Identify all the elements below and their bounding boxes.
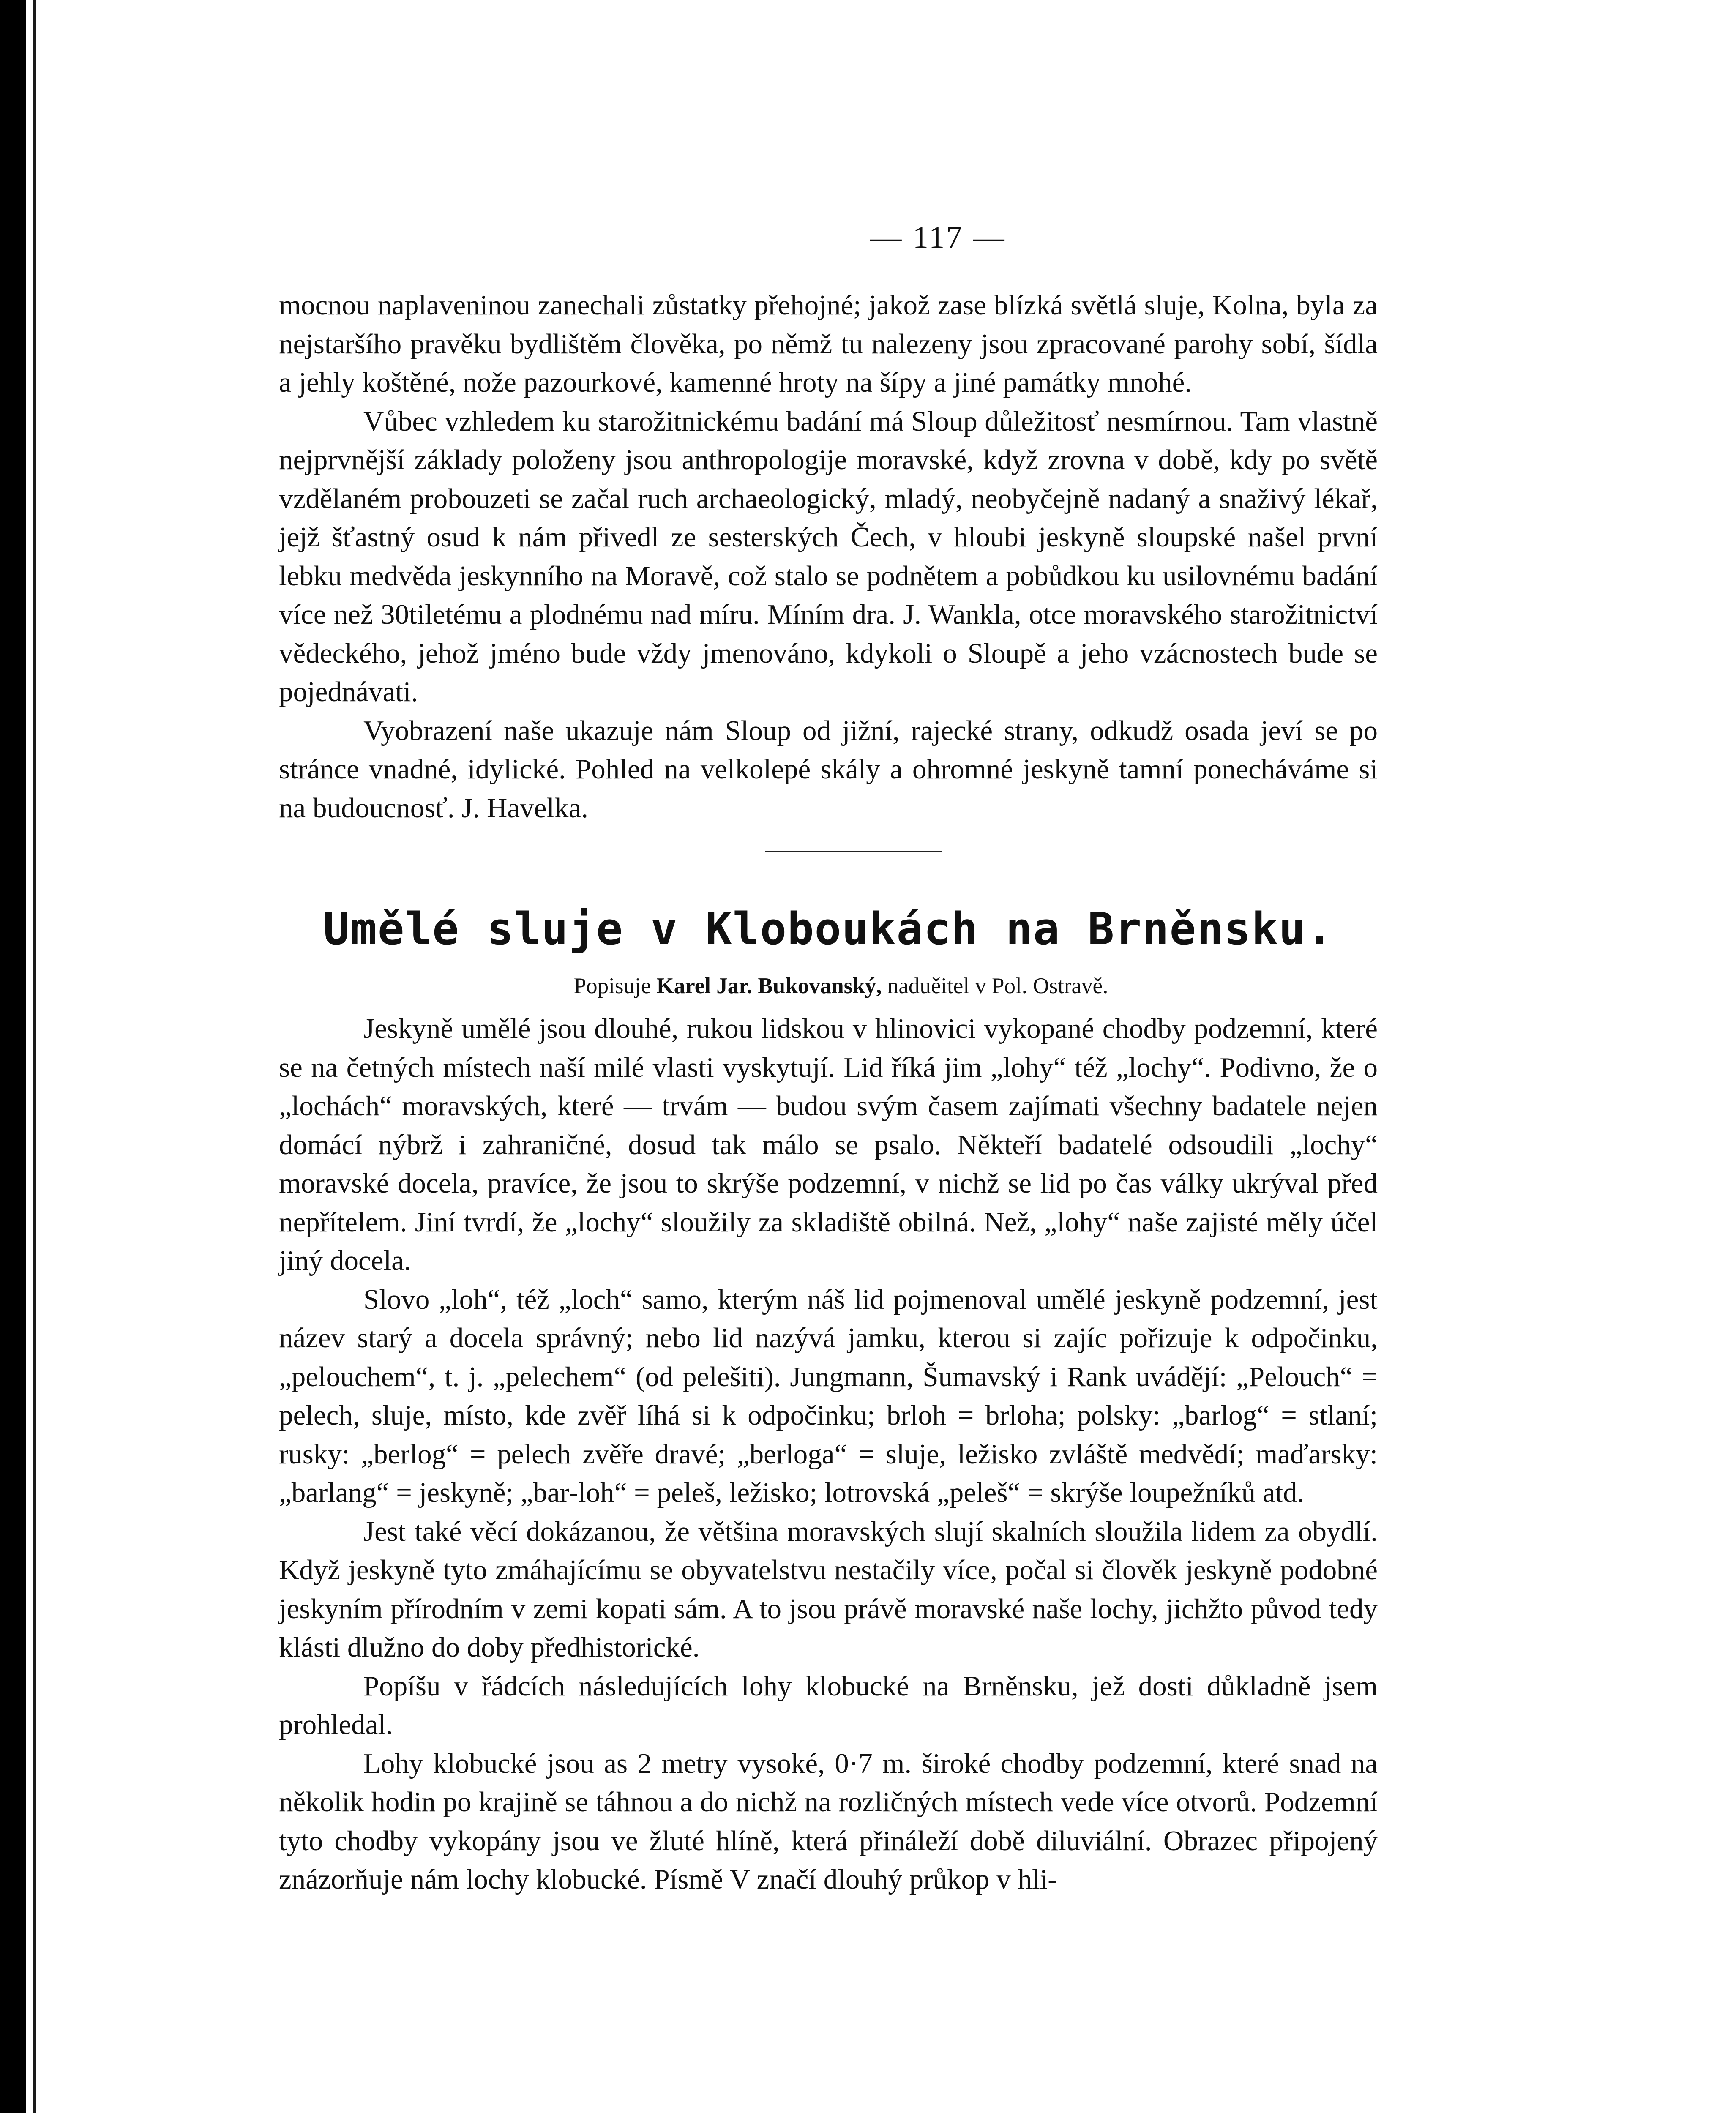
article-body: [279, 1010, 1378, 1899]
article-byline: [304, 973, 1378, 999]
byline-author: Karel Jar. Bukovanský,: [656, 974, 882, 998]
byline-suffix: naduěitel v Pol. Ostravě.: [887, 974, 1108, 998]
paragraph: Slovo „loh“, též „loch“ samo, kterým náš lid pojmenoval umělé jeskyně podzemní, jest název starý a docela správný; nebo lid nazývá jamku, kterou si zajíc pořizuje k odpočinku, „pelouchem“, t. j. „pelechem“ (od pelešiti). Jungmann, Šumavský i Rank uvádějí: „Pelouch“ = pelech, sluje, místo, kde zvěř líhá si k odpočinku; brloh = brloha; polsky: „barlog“ = stlaní; rusky: „berlog“ = pelech zvěře dravé; „berloga“ = sluje, ležisko zvláště medvědí; maďarsky: „barlang“ = jeskyně; „bar-loh“ = peleš, ležisko; lotrovská „peleš“ = skrýše loupežníků atd.: [279, 1283, 1378, 1508]
paragraph: Vyobrazení naše ukazuje nám Sloup od jižní, rajecké strany, odkudž osada jeví se po stránce vnadné, idylické. Pohled na velkolepé skály a ohromné jeskyně tamní ponecháváme si na budoucnosť. J. Havelka.: [279, 715, 1378, 824]
paragraph: Popíšu v řádcích následujících lohy klobucké na Brněnsku, jež dosti důkladně jsem prohledal.: [279, 1670, 1378, 1740]
scan-left-edge: [0, 0, 26, 2113]
byline-prefix: Popisuje: [573, 974, 651, 998]
previous-article-end: [279, 286, 1378, 827]
book-page: [279, 220, 1378, 1899]
section-divider: [765, 851, 942, 852]
page-number: — 117 —: [870, 220, 1006, 255]
paragraph: Jest také věcí dokázanou, že většina moravských slují skalních sloužila lidem za obydlí. Když jeskyně tyto zmáhajícímu se obyvatelstvu nestačily více, počal si člověk jeskyně podobné jeskyním přírodním v zemi kopati sám. A to jsou právě moravské naše lochy, jichžto původ tedy klásti dlužno do doby předhistorické.: [279, 1515, 1378, 1663]
paragraph: Vůbec vzhledem ku starožitnickému badání má Sloup důležitosť nesmírnou. Tam vlastně nejprvnější základy položeny jsou anthropologije moravské, když zrovna v době, kdy po světě vzdělaném probouzeti se začal ruch archaeologický, mladý, neobyčejně nadaný a snaživý lékař, jejž šťastný osud k nám přivedl ze sesterských Čech, v hloubi jeskyně sloupské našel první lebku medvěda jeskynního na Moravě, což stalo se podnětem a pobůdkou ku usilovnému badání více než 30tiletému a plodnému nad míru. Míním dra. J. Wankla, otce moravského starožitnictví vědeckého, jehož jméno bude vždy jmenováno, kdykoli o Sloupě a jeho vzácnostech bude se pojednávati.: [279, 405, 1378, 707]
scan-edge-line: [33, 0, 36, 2113]
paragraph: mocnou naplaveninou zanechali zůstatky přehojné; jakož zase blízká světlá sluje, Kolna, byla za nejstaršího pravěku bydlištěm člověka, po němž tu nalezeny jsou zpracované parohy sobí, šídla a jehly koštěné, nože pazourkové, kamenné hroty na šípy a jiné památky mnohé.: [279, 289, 1378, 398]
paragraph: Lohy klobucké jsou as 2 metry vysoké, 0·7 m. široké chodby podzemní, které snad na několik hodin po krajině se táhnou a do nichž na rozličných místech vede více otvorů. Podzemní tyto chodby vykopány jsou ve žluté hlíně, která přináleží době diluviální. Obrazec připojený znázorňuje nám lochy klobucké. Písmě V značí dlouhý průkop v hli-: [279, 1747, 1378, 1895]
paragraph: Jeskyně umělé jsou dlouhé, rukou lidskou v hlinovici vykopané chodby podzemní, které se na četných místech naší milé vlasti vyskytují. Lid říká jim „lohy“ též „lochy“. Podivno, že o „lochách“ moravských, které — trvám — budou svým časem zajímati všechny badatele nejen domácí nýbrž i zahraničné, dosud tak málo se psalo. Někteří badatelé odsoudili „lochy“ moravské docela, pravíce, že jsou to skrýše podzemní, v nichž se lid po čas války ukrýval před nepřítelem. Jiní tvrdí, že „lochy“ sloužily za skladiště obilná. Než, „lohy“ naše zajisté měly účel jiný docela.: [279, 1013, 1378, 1276]
article-title: Umělé sluje v Kloboukách na Brněnsku.: [323, 903, 1334, 955]
